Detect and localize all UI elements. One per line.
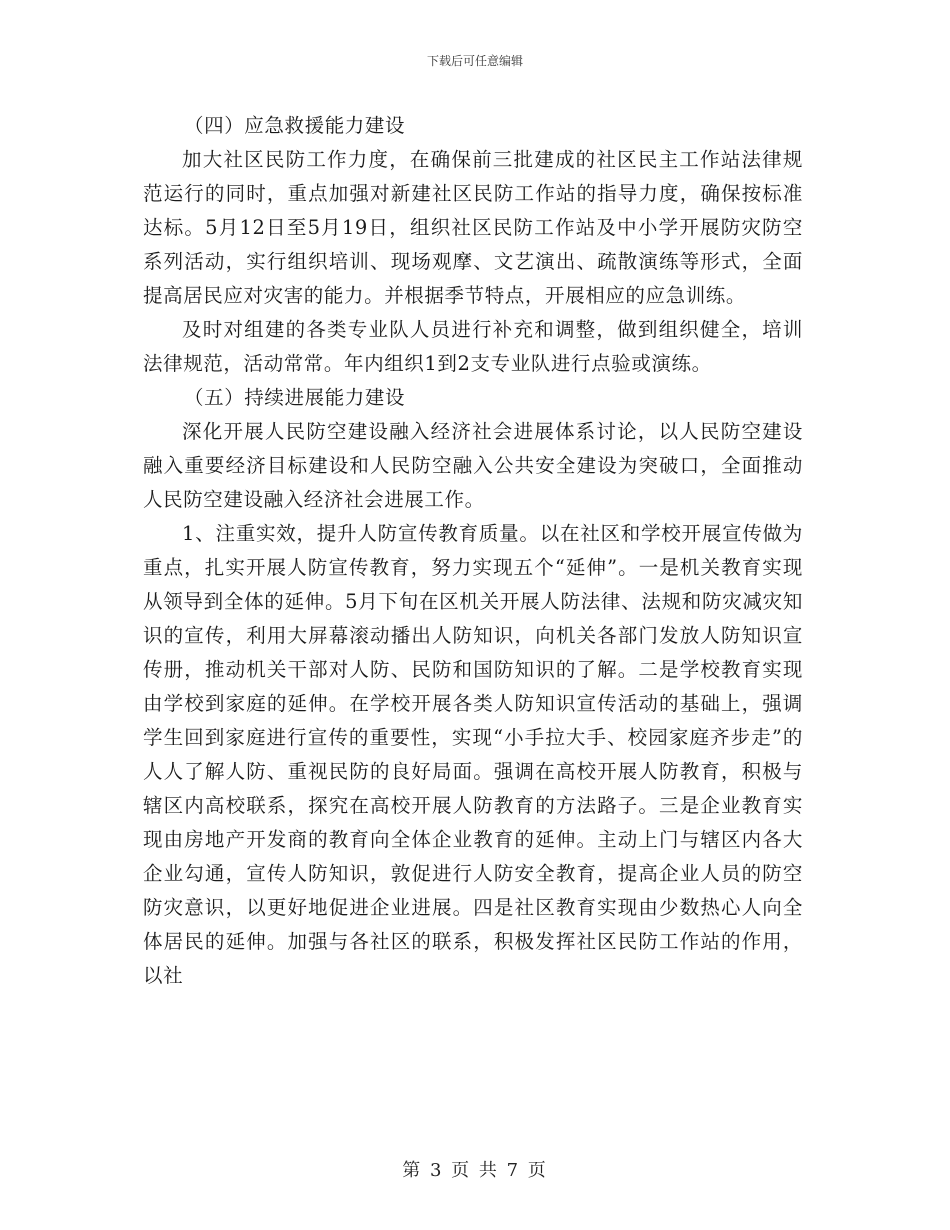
paragraph-professional-teams: 及时对组建的各类专业队人员进行补充和调整，做到组织健全，培训法律规范，活动常常。年内组织1到2支专业队进行点验或演练。 [143,318,803,375]
page-header-note: 下载后可任意编辑 [426,54,523,68]
paragraph-sustainable-development: 深化开展人民防空建设融入经济社会进展体系讨论，以人民防空建设融入重要经济目标建设和人民防空融入公共安全建设为突破口，全面推动人民防空建设融入经济社会进展工作。 [143,420,803,511]
paragraph-emergency-rescue: 加大社区民防工作力度，在确保前三批建成的社区民主工作站法律规范运行的同时，重点加强对新建社区民防工作站的指导力度，确保按标准达标。5月12日至5月19日，组织社区民防工作站及中小学开展防灾防空系列活动，实行组织培训、现场观摩、文艺演出、疏散演练等形式，全面提高居民应对灾害的能力。并根据季节特点，开展相应的应急训练。 [143,148,803,307]
paragraph-publicity-education: 1、注重实效，提升人防宣传教育质量。以在社区和学校开展宣传做为重点，扎实开展人防宣传教育，努力实现五个“延伸”。一是机关教育实现从领导到全体的延伸。5月下旬在区机关开展人防法律、法规和防灾减灾知识的宣传，利用大屏幕滚动播出人防知识，向机关各部门发放人防知识宣传册，推动机关干部对人防、民防和国防知识的了解。二是学校教育实现由学校到家庭的延伸。在学校开展各类人防知识宣传活动的基础上，强调学生回到家庭进行宣传的重要性，实现“小手拉大手、校园家庭齐步走”的人人了解人防、重视民防的良好局面。强调在高校开展人防教育，积极与辖区内高校联系，探究在高校开展人防教育的方法路子。三是企业教育实现由房地产开发商的教育向全体企业教育的延伸。主动上门与辖区内各大企业勾通，宣传人防知识，敦促进行人防安全教育，提高企业人员的防空防灾意识，以更好地促进企业进展。四是社区教育实现由少数热心人向全体居民的延伸。加强与各社区的联系，积极发挥社区民防工作站的作用，以社 [143,522,803,987]
page-number-footer: 第 3 页 共 7 页 [402,1160,548,1181]
document-body [143,109,803,993]
section-heading-4: （四）应急救援能力建设 [184,114,406,137]
section-heading-5: （五）持续进展能力建设 [184,386,406,409]
